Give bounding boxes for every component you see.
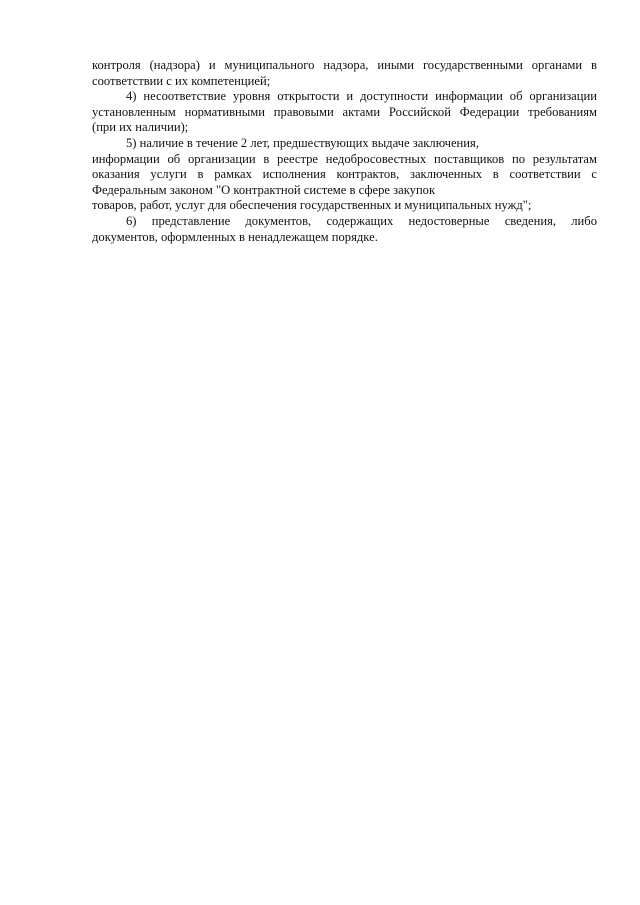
text-line: 5) наличие в течение 2 лет, предшествующих выдаче заключения, <box>126 135 479 150</box>
text-line: контроля (надзора) и муниципального надзора, иными государственными органами в <box>92 58 597 72</box>
text-line: оказания услуги в рамках исполнения контрактов, заключенных в соответствии с <box>92 167 597 182</box>
text-line: Федеральным законом "О контрактной системе в сфере закупок <box>92 182 436 197</box>
text-line: (при их наличии); <box>92 120 189 135</box>
text-line: товаров, работ, услуг для обеспечения государственных и муниципальных нужд"; <box>92 198 532 213</box>
document-body <box>92 58 597 245</box>
text-line: 4) несоответствие уровня открытости и доступности информации об организации <box>126 89 597 104</box>
text-line: информации об организации в реестре недобросовестных поставщиков по результатам <box>92 151 597 166</box>
text-line: 6) представление документов, содержащих недостоверные сведения, либо <box>126 213 597 228</box>
text-line: установленным нормативными правовыми актами Российской Федерации требованиям <box>92 104 597 119</box>
text-line: соответствии с их компетенцией; <box>92 73 271 88</box>
text-line: документов, оформленных в ненадлежащем порядке. <box>92 229 378 244</box>
